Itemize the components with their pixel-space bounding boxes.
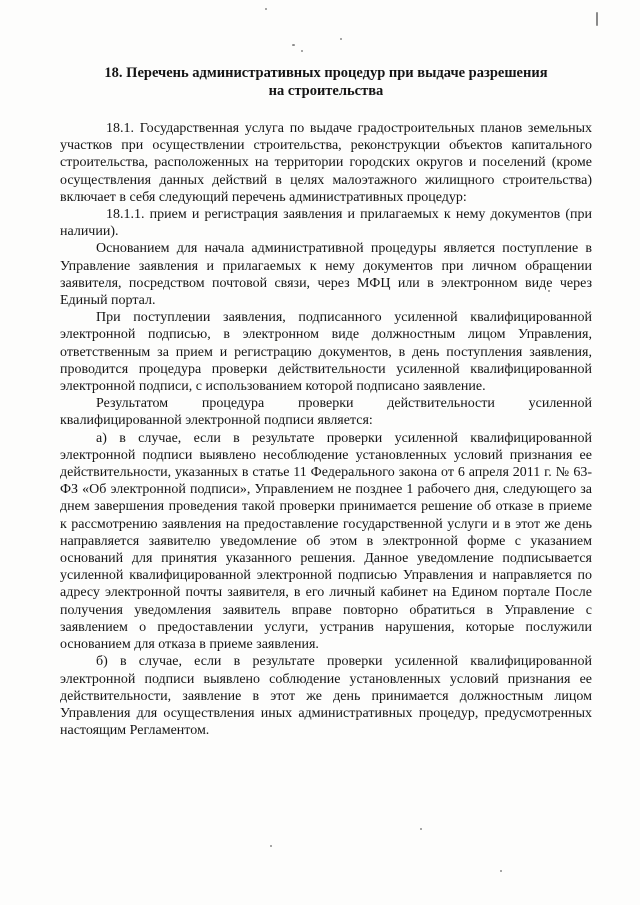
paragraph-signature-check: При поступлении заявления, подписанного усиленной квалифицированной электронной подписью, в электронном виде должностным лицом Управления, ответственным за прием и регистрацию документов, в день поступления заявления, проводится процедура проверки действительности усиленной квалифицированной электронной подписи, с использованием которой подписано заявление.: [60, 310, 592, 395]
scan-speck: [340, 38, 342, 40]
scan-speck: [420, 828, 422, 830]
scan-speck: [596, 12, 598, 26]
paragraph-case-b: б) в случае, если в результате проверки усиленной квалифицированной электронной подписи выявлено соблюдение установленных условий признания ее действительности, заявление в этот же день принимается должностным лицом Управления для осуществления иных административных процедур, предусмотренных настоящим Регламентом.: [60, 654, 592, 739]
document-body: [60, 64, 592, 739]
paragraph-basis: Основанием для начала административной процедуры является поступление в Управление заявления и прилагаемых к нему документов при личном обращении заявителя, посредством почтовой связи, через МФЦ или в электронном виде через Единый портал.: [60, 241, 592, 309]
section-title: 18. Перечень административных процедур при выдаче разрешения на строительства: [104, 65, 548, 99]
paragraph-case-a: а) в случае, если в результате проверки усиленной квалифицированной электронной подписи выявлено несоблюдение установленных условий признания ее действительности, указанных в статье 11 Федерального закона от 6 апреля 2011 г. № 63-ФЗ «Об электронной подписи», Управлением не позднее 1 рабочего дня, следующего за днем завершения проведения такой проверки принимается решение об отказе в приеме к рассмотрению заявления на предоставление государственной услуги и в этот же день направляется заявителю уведомление об этом в электронной форме с указанием оснований для принятия указанного решения. Данное уведомление подписывается усиленной квалифицированной электронной подписью Управления и направляется по адресу электронной почты заявителя, в его личный кабинет на Едином портале После получения уведомления заявитель вправе повторно обратиться в Управление с заявлением о предоставлении услуги, устранив нарушения, которые послужили основанием для отказа в приеме заявления.: [60, 430, 592, 653]
paragraph-18-1-1: 18.1.1. прием и регистрация заявления и прилагаемых к нему документов (при наличии).: [60, 207, 592, 240]
scan-speck: [500, 870, 502, 872]
scan-speck: [292, 44, 295, 46]
scan-speck: [301, 50, 303, 52]
scan-speck: [265, 8, 267, 10]
paragraph-18-1: 18.1. Государственная услуга по выдаче градостроительных планов земельных участков при осуществлении строительства, реконструкции объектов капитального строительства, расположенных на территории городских округов и поселений (кроме осуществления данных действий в целях малоэтажного жилищного строительства) включает в себя следующий перечень административных процедур:: [60, 121, 592, 205]
paragraph-result: Результатом процедура проверки действительности усиленной квалифицированной электронной подписи является:: [60, 396, 592, 429]
scan-speck: [270, 845, 272, 847]
